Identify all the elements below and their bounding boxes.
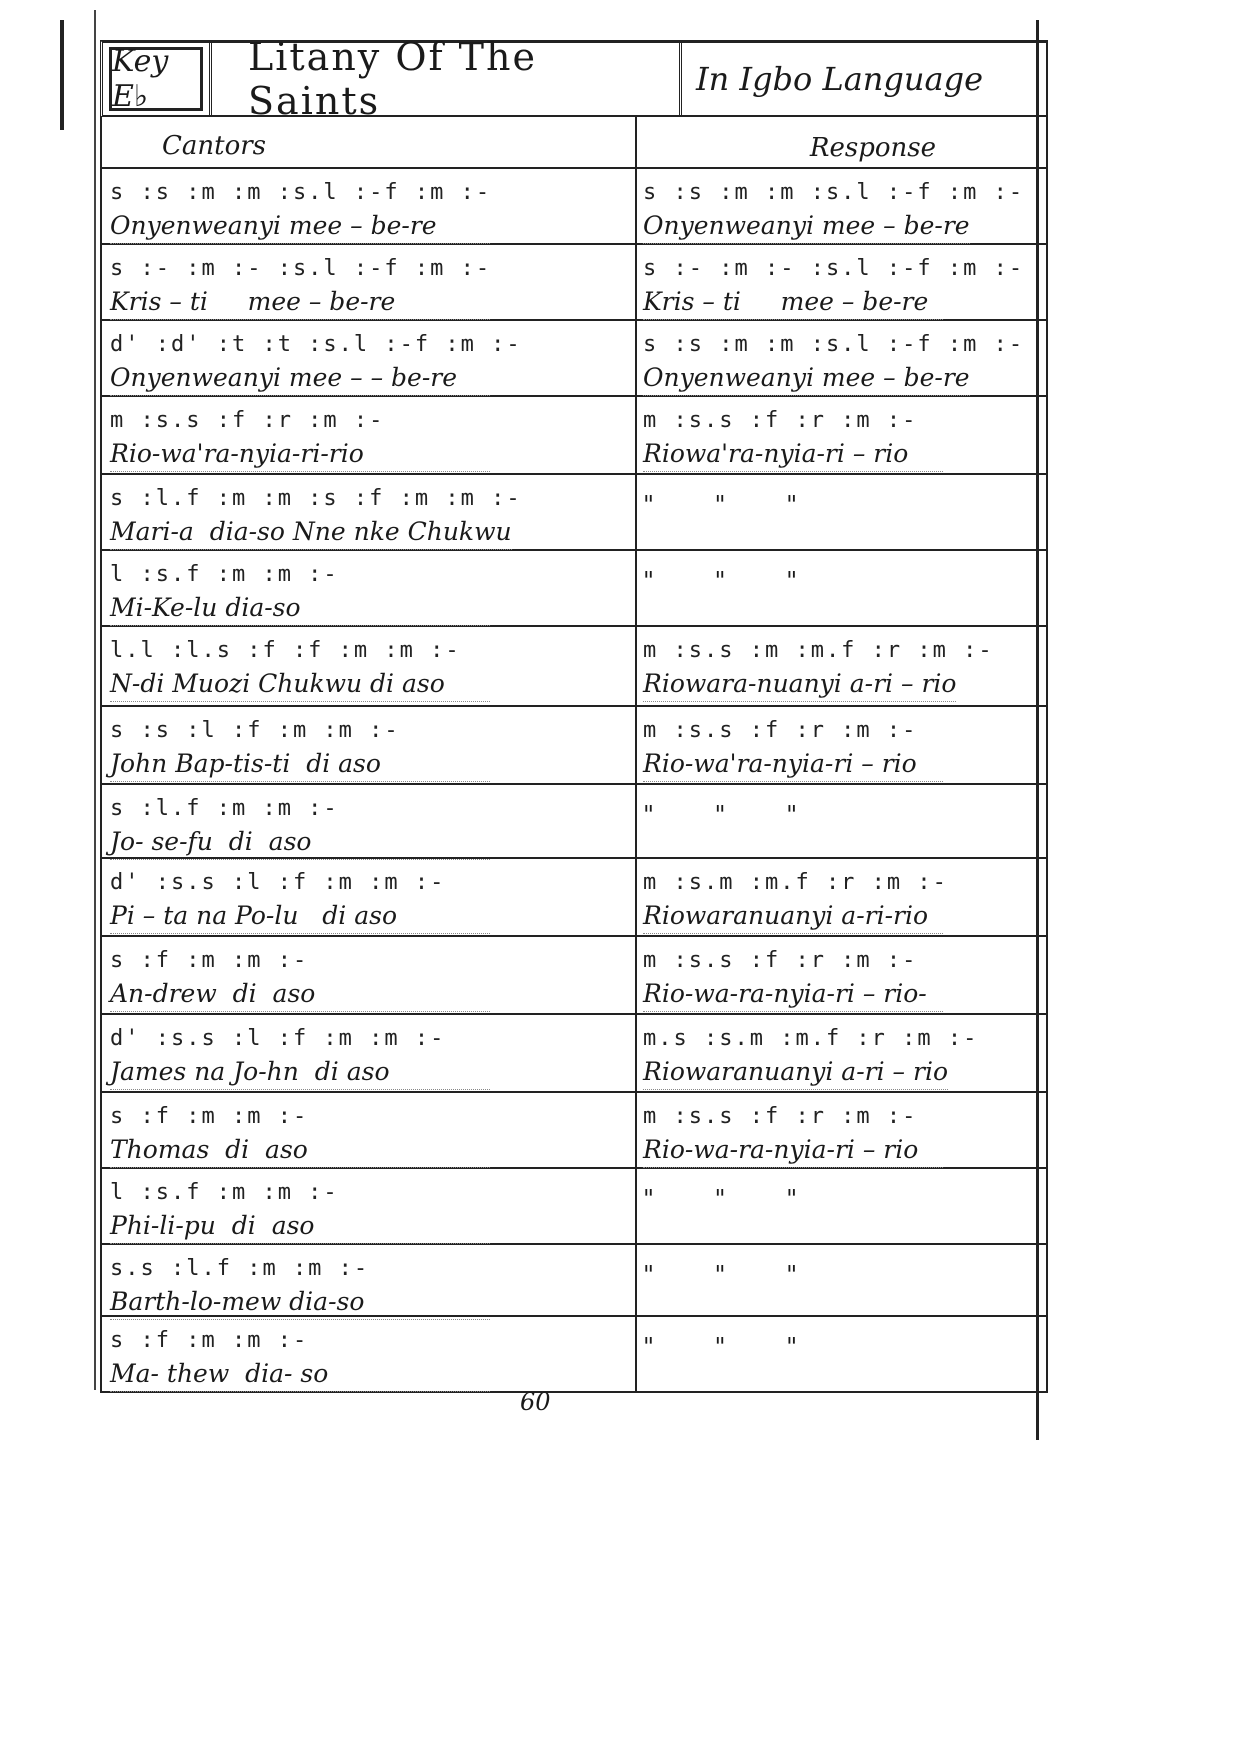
cantor-notes: s.s :l.f :m :m :-	[110, 1256, 370, 1281]
cantor-cell	[102, 859, 637, 935]
response-lyrics: Onyenweanyi mee – be-re	[643, 209, 970, 244]
cantor-notes: m :s.s :f :r :m :-	[110, 408, 385, 433]
cantor-lyrics: An-drew di aso	[110, 977, 490, 1012]
table-row	[102, 707, 1046, 785]
cantor-cell	[102, 475, 637, 549]
cantor-cell	[102, 627, 637, 705]
response-cell	[637, 1317, 1046, 1391]
cantor-notes: d' :d' :t :t :s.l :-f :m :-	[110, 332, 522, 357]
cantor-notes: s :- :m :- :s.l :-f :m :-	[110, 256, 492, 281]
cantor-notes: s :l.f :m :m :s :f :m :m :-	[110, 486, 522, 511]
response-cell	[637, 397, 1046, 473]
cantor-cell	[102, 1245, 637, 1315]
cantor-notes: s :s :l :f :m :m :-	[110, 718, 400, 743]
response-notes: s :s :m :m :s.l :-f :m :-	[643, 180, 1025, 205]
response-cell	[637, 1169, 1046, 1243]
cantor-lyrics: Pi – ta na Po-lu di aso	[110, 899, 490, 934]
response-notes: m :s.s :f :r :m :-	[643, 948, 918, 973]
cantor-lyrics: N-di Muozi Chukwu di aso	[110, 667, 490, 702]
response-notes: m.s :s.m :m.f :r :m :-	[643, 1026, 979, 1051]
table-row	[102, 397, 1046, 475]
response-cell	[637, 1015, 1046, 1091]
cantor-lyrics: Kris – ti mee – be-re	[110, 285, 490, 320]
ditto-marks: " " "	[643, 1333, 804, 1361]
table-row	[102, 1317, 1046, 1393]
response-cell	[637, 1245, 1046, 1315]
cantor-lyrics: Rio-wa'ra-nyia-ri-rio	[110, 437, 490, 472]
response-cell	[637, 1093, 1046, 1167]
table-row	[102, 245, 1046, 321]
table-row	[102, 1169, 1046, 1245]
response-lyrics: Rio-wa-ra-nyia-ri – rio-	[643, 977, 943, 1012]
litany-sheet	[100, 35, 1048, 1393]
cantor-lyrics: Barth-lo-mew dia-so	[110, 1285, 490, 1320]
table-row	[102, 937, 1046, 1015]
table-row	[102, 1015, 1046, 1093]
response-notes: m :s.s :f :r :m :-	[643, 1104, 918, 1129]
language-subtitle: In Igbo Language	[696, 60, 983, 98]
response-heading: Response	[809, 133, 936, 163]
ditto-marks: " " "	[643, 801, 804, 829]
cantor-notes: d' :s.s :l :f :m :m :-	[110, 870, 446, 895]
left-margin-line	[94, 10, 96, 1390]
cantor-cell	[102, 551, 637, 625]
cantor-cell	[102, 707, 637, 783]
response-lyrics: Onyenweanyi mee – be-re	[643, 361, 970, 396]
cantor-notes: d' :s.s :l :f :m :m :-	[110, 1026, 446, 1051]
litany-rows	[100, 169, 1048, 1393]
cantor-lyrics: Onyenweanyi mee – be-re	[110, 209, 490, 244]
response-notes: m :s.s :m :m.f :r :m :-	[643, 638, 994, 663]
cantor-cell	[102, 245, 637, 319]
response-cell	[637, 475, 1046, 549]
cantor-lyrics: Phi-li-pu di aso	[110, 1209, 490, 1244]
cantor-cell	[102, 1317, 637, 1391]
cantor-lyrics: John Bap-tis-ti di aso	[110, 747, 490, 782]
table-row	[102, 321, 1046, 397]
cantor-lyrics: Ma- thew dia- so	[110, 1357, 490, 1392]
response-notes: s :- :m :- :s.l :-f :m :-	[643, 256, 1025, 281]
response-lyrics: Riowara-nuanyi a-ri – rio	[643, 667, 956, 702]
response-cell	[637, 627, 1046, 705]
response-cell	[637, 707, 1046, 783]
ditto-marks: " " "	[643, 567, 804, 595]
cantor-lyrics: Jo- se-fu di aso	[110, 825, 490, 860]
margin-tick	[60, 20, 64, 130]
table-row	[102, 1245, 1046, 1317]
table-row	[102, 475, 1046, 551]
response-cell	[637, 321, 1046, 395]
cantor-cell	[102, 169, 637, 243]
response-cell	[637, 859, 1046, 935]
response-lyrics: Riowa'ra-nyia-ri – rio	[643, 437, 943, 472]
cantor-notes: s :f :m :m :-	[110, 1104, 309, 1129]
ditto-marks: " " "	[643, 1185, 804, 1213]
header-row	[100, 35, 1048, 123]
response-notes: m :s.m :m.f :r :m :-	[643, 870, 948, 895]
response-lyrics: Rio-wa-ra-nyia-ri – rio	[643, 1133, 943, 1168]
response-cell	[637, 169, 1046, 243]
cantor-notes: s :l.f :m :m :-	[110, 796, 339, 821]
cantor-cell	[102, 1093, 637, 1167]
ditto-marks: " " "	[643, 491, 804, 519]
response-lyrics: Rio-wa'ra-nyia-ri – rio	[643, 747, 943, 782]
response-notes: m :s.s :f :r :m :-	[643, 408, 918, 433]
key-signature: Key E♭	[109, 47, 203, 111]
response-cell	[637, 785, 1046, 857]
response-cell	[637, 937, 1046, 1013]
cantor-cell	[102, 1015, 637, 1091]
cantor-lyrics: Mi-Ke-lu dia-so	[110, 591, 490, 626]
cantor-notes: s :s :m :m :s.l :-f :m :-	[110, 180, 492, 205]
cantor-notes: l :s.f :m :m :-	[110, 1180, 339, 1205]
cantor-cell	[102, 785, 637, 857]
cantor-notes: l :s.f :m :m :-	[110, 562, 339, 587]
cantor-lyrics: Mari-a dia-so Nne nke Chukwu	[110, 515, 512, 550]
cantor-lyrics: James na Jo-hn di aso	[110, 1055, 490, 1090]
response-notes: s :s :m :m :s.l :-f :m :-	[643, 332, 1025, 357]
column-headers	[100, 117, 1048, 169]
response-notes: m :s.s :f :r :m :-	[643, 718, 918, 743]
cantor-lyrics: Thomas di aso	[110, 1133, 490, 1168]
response-lyrics: Kris – ti mee – be-re	[643, 285, 943, 320]
table-row	[102, 551, 1046, 627]
table-row	[102, 627, 1046, 707]
response-cell	[637, 245, 1046, 319]
page-title: Litany Of The Saints	[209, 43, 682, 115]
table-row	[102, 169, 1046, 245]
cantor-lyrics: Onyenweanyi mee – – be-re	[110, 361, 490, 396]
cantor-cell	[102, 937, 637, 1013]
cantor-cell	[102, 1169, 637, 1243]
table-row	[102, 785, 1046, 859]
cantor-notes: l.l :l.s :f :f :m :m :-	[110, 638, 461, 663]
ditto-marks: " " "	[643, 1261, 804, 1289]
cantor-cell	[102, 321, 637, 395]
cantor-notes: s :f :m :m :-	[110, 1328, 309, 1353]
response-lyrics: Riowaranuanyi a-ri – rio	[643, 1055, 948, 1090]
cantor-cell	[102, 397, 637, 473]
table-row	[102, 1093, 1046, 1169]
page-number: 60	[520, 1388, 551, 1416]
response-cell	[637, 551, 1046, 625]
table-row	[102, 859, 1046, 937]
cantor-notes: s :f :m :m :-	[110, 948, 309, 973]
response-lyrics: Riowaranuanyi a-ri-rio	[643, 899, 943, 934]
cantors-heading: Cantors	[102, 117, 637, 167]
